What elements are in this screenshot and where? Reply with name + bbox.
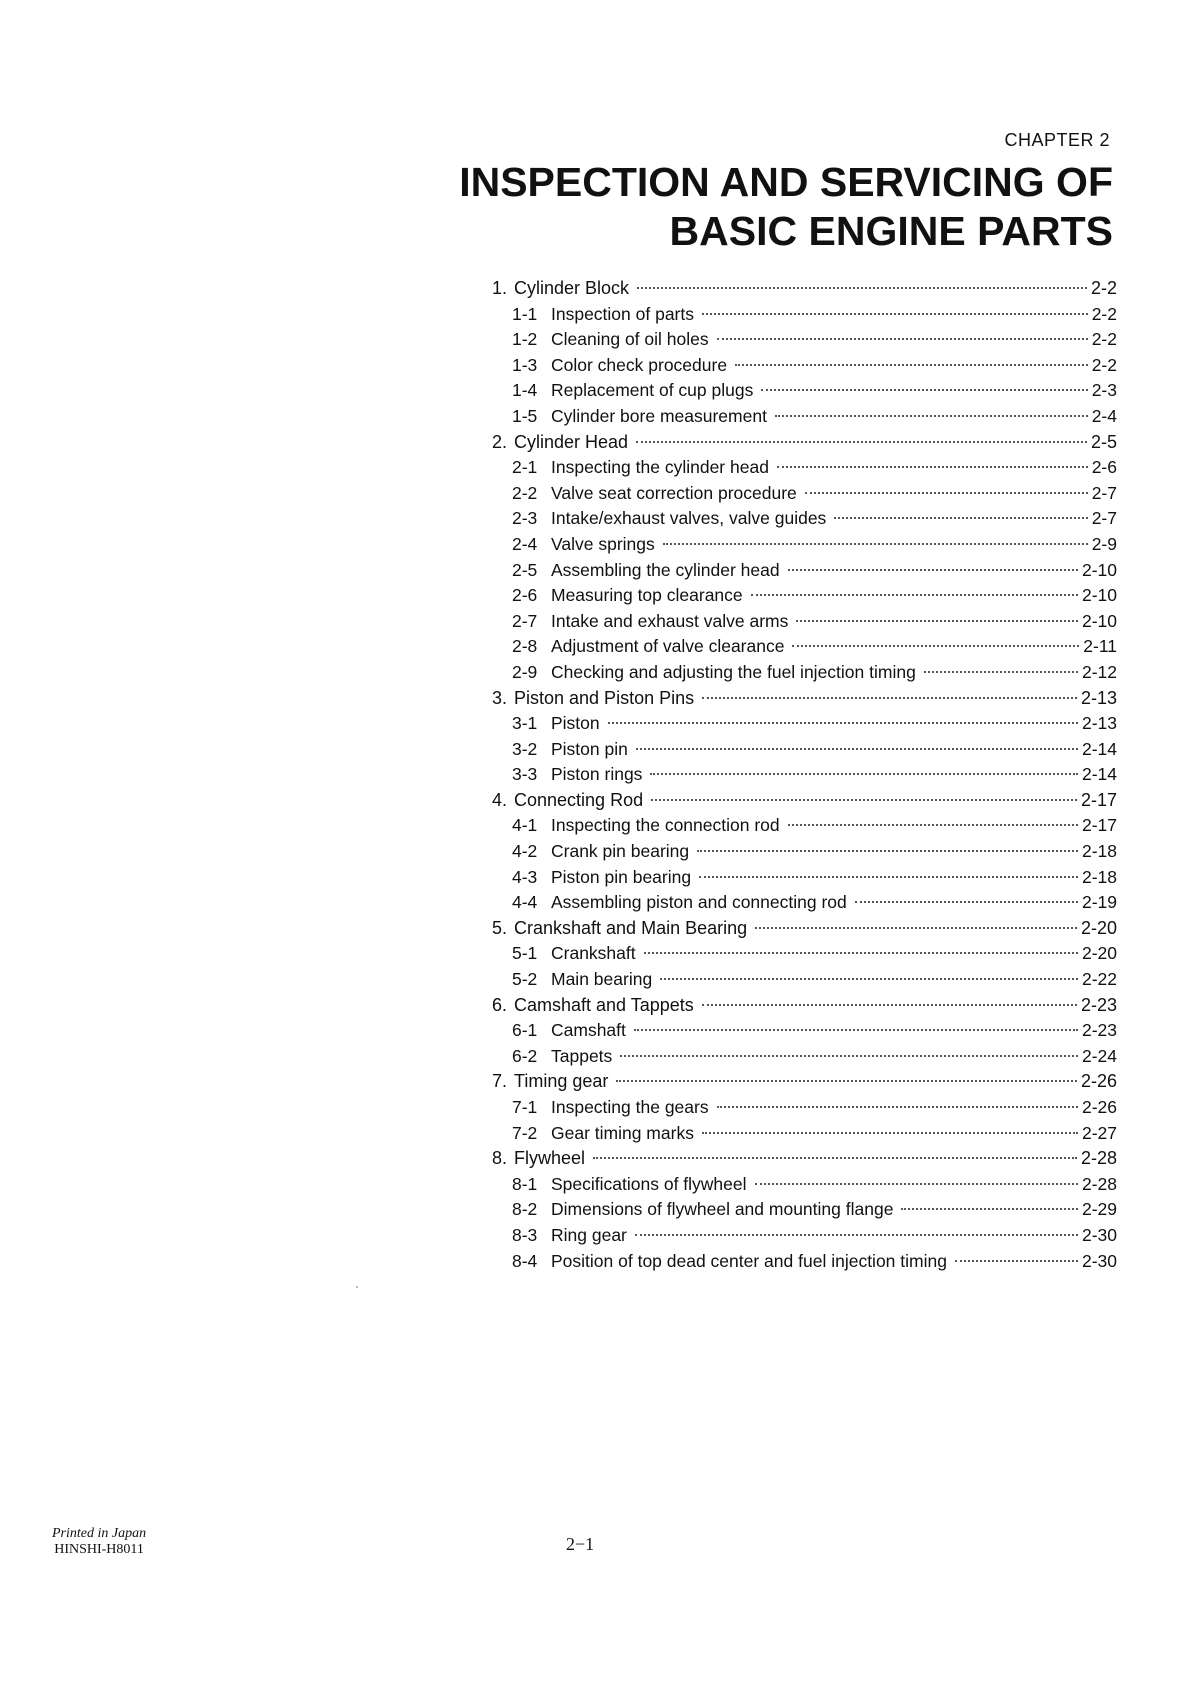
toc-leader-dots	[751, 594, 1078, 596]
toc-page: 2-17	[1080, 789, 1117, 810]
toc-leader-dots	[702, 1132, 1078, 1134]
toc-number: 6.	[492, 994, 508, 1015]
toc-title: Measuring top clearance	[551, 585, 743, 606]
toc-page: 2-10	[1081, 610, 1117, 631]
toc-leader-dots	[792, 645, 1079, 647]
toc-leader-dots	[660, 978, 1078, 980]
toc-section-row	[492, 1071, 1117, 1097]
toc-title: Adjustment of valve clearance	[551, 636, 785, 657]
toc-page: 2-26	[1081, 1097, 1117, 1117]
toc-title: Piston rings	[551, 764, 643, 785]
toc-page: 2-2	[1091, 354, 1117, 375]
toc-subsection-row	[492, 841, 1117, 867]
printed-in-japan: Printed in Japan	[52, 1526, 147, 1541]
toc-number: 2-5	[512, 559, 538, 580]
toc-title: Piston pin bearing	[551, 866, 692, 887]
toc-title: Checking and adjusting the fuel injection timing	[551, 661, 916, 682]
toc-title: Assembling the cylinder head	[551, 559, 780, 580]
toc-title: Color check procedure	[551, 354, 728, 375]
toc-page: 2-4	[1091, 405, 1117, 426]
toc-number: 6-2	[512, 1045, 538, 1066]
toc-title: Connecting Rod	[514, 789, 644, 810]
toc-title: Flywheel	[514, 1148, 586, 1169]
toc-subsection-row	[492, 739, 1117, 765]
toc-page: 2-13	[1080, 687, 1117, 708]
toc-number: 2-7	[512, 610, 538, 631]
toc-subsection-row	[492, 867, 1117, 893]
toc-title: Tappets	[551, 1045, 613, 1066]
toc-leader-dots	[636, 441, 1087, 443]
toc-leader-dots	[717, 1106, 1078, 1108]
toc-leader-dots	[775, 415, 1088, 417]
toc-number: 4.	[492, 789, 508, 810]
toc-page: 2-2	[1090, 278, 1117, 298]
toc-page: 2-26	[1080, 1071, 1117, 1092]
toc-page: 2-10	[1081, 585, 1117, 606]
toc-page: 2-27	[1081, 1122, 1117, 1143]
toc-leader-dots	[855, 901, 1078, 903]
toc-number: 3-3	[512, 764, 538, 785]
toc-number: 3.	[492, 687, 508, 708]
toc-subsection-row	[492, 764, 1117, 790]
page-number: 2−1	[566, 1534, 595, 1554]
toc-number: 1-5	[512, 405, 538, 426]
toc-title: Camshaft and Tappets	[514, 994, 694, 1015]
toc-number: 2-4	[512, 533, 538, 554]
toc-page: 2-18	[1081, 841, 1117, 862]
toc-leader-dots	[702, 697, 1077, 699]
toc-title: Intake/exhaust valves, valve guides	[551, 508, 827, 529]
toc-subsection-row	[492, 943, 1117, 969]
toc-number: 7-2	[512, 1122, 538, 1143]
toc-number: 8.	[492, 1148, 508, 1169]
toc-subsection-row	[492, 1097, 1117, 1123]
toc-title: Camshaft	[551, 1020, 626, 1041]
toc-page: 2-9	[1091, 533, 1117, 554]
toc-subsection-row	[492, 560, 1117, 586]
toc-subsection-row	[492, 406, 1117, 432]
toc-number: 1.	[492, 278, 508, 298]
toc-leader-dots	[644, 952, 1078, 954]
toc-leader-dots	[650, 773, 1078, 775]
toc-title: Piston	[551, 713, 600, 734]
toc-title: Position of top dead center and fuel injection timing	[551, 1250, 947, 1271]
toc-title: Intake and exhaust valve arms	[551, 610, 789, 631]
toc-number: 6-1	[512, 1020, 538, 1041]
toc-number: 3-2	[512, 738, 538, 759]
toc-number: 4-1	[512, 815, 538, 836]
toc-number: 1-4	[512, 380, 538, 401]
chapter-title-line-2: BASIC ENGINE PARTS	[669, 208, 1113, 254]
toc-subsection-row	[492, 355, 1117, 381]
toc-page: 2-28	[1081, 1173, 1117, 1194]
toc-title: Timing gear	[514, 1071, 609, 1092]
toc-leader-dots	[755, 1183, 1078, 1185]
toc-number: 8-3	[512, 1224, 538, 1245]
toc-leader-dots	[777, 466, 1088, 468]
toc-title: Crankshaft	[551, 943, 636, 964]
toc-page: 2-23	[1080, 994, 1117, 1015]
toc-page: 2-10	[1081, 559, 1117, 580]
toc-page: 2-18	[1081, 866, 1117, 887]
toc-page: 2-30	[1081, 1250, 1117, 1271]
toc-number: 1-3	[512, 354, 538, 375]
toc-number: 4-4	[512, 892, 538, 913]
toc-leader-dots	[616, 1080, 1077, 1082]
toc-leader-dots	[663, 543, 1088, 545]
toc-title: Inspection of parts	[551, 303, 694, 324]
toc-title: Gear timing marks	[551, 1122, 694, 1143]
toc-subsection-row	[492, 457, 1117, 483]
toc-page: 2-3	[1091, 380, 1117, 401]
speck	[356, 1286, 358, 1288]
toc-title: Inspecting the cylinder head	[551, 457, 769, 478]
toc-page: 2-17	[1081, 815, 1117, 836]
toc-page: 2-2	[1091, 303, 1117, 324]
toc-number: 1-1	[512, 303, 538, 324]
toc-page: 2-23	[1081, 1020, 1117, 1041]
toc-section-row	[492, 278, 1117, 304]
toc-number: 8-2	[512, 1199, 538, 1220]
toc-subsection-row	[492, 1046, 1117, 1072]
toc-section-row	[492, 432, 1117, 458]
toc-leader-dots	[697, 850, 1078, 852]
toc-number: 5-2	[512, 969, 538, 990]
toc-title: Inspecting the gears	[551, 1097, 709, 1117]
toc-title: Cylinder bore measurement	[551, 405, 767, 426]
toc-subsection-row	[492, 636, 1117, 662]
toc-title: Ring gear	[551, 1224, 627, 1245]
toc-number: 2-3	[512, 508, 538, 529]
toc-section-row	[492, 790, 1117, 816]
toc-page: 2-14	[1081, 764, 1117, 785]
toc-number: 7.	[492, 1071, 508, 1092]
toc-page: 2-20	[1081, 943, 1117, 964]
toc-subsection-row	[492, 611, 1117, 637]
toc-title: Crankshaft and Main Bearing	[514, 917, 748, 938]
toc-title: Inspecting the connection rod	[551, 815, 780, 836]
toc-title: Piston pin	[551, 738, 628, 759]
toc-number: 2-8	[512, 636, 538, 657]
toc-leader-dots	[702, 1004, 1077, 1006]
toc-leader-dots	[635, 1234, 1078, 1236]
chapter-title	[213, 158, 1113, 256]
toc-number: 4-2	[512, 841, 538, 862]
toc-leader-dots	[637, 287, 1087, 289]
toc-leader-dots	[608, 722, 1078, 724]
toc-number: 7-1	[512, 1097, 538, 1117]
toc-number: 8-4	[512, 1250, 538, 1271]
toc-subsection-row	[492, 713, 1117, 739]
toc-section-row	[492, 995, 1117, 1021]
toc-number: 5-1	[512, 943, 538, 964]
toc-number: 2-2	[512, 482, 538, 503]
toc-leader-dots	[924, 671, 1078, 673]
toc-leader-dots	[834, 517, 1087, 519]
toc-subsection-row	[492, 585, 1117, 611]
toc-page: 2-14	[1081, 738, 1117, 759]
toc-page: 2-6	[1091, 457, 1117, 478]
toc-number: 4-3	[512, 866, 538, 887]
toc-leader-dots	[796, 620, 1078, 622]
toc-leader-dots	[593, 1157, 1077, 1159]
toc-leader-dots	[955, 1260, 1078, 1262]
toc-number: 2.	[492, 431, 508, 452]
toc-leader-dots	[651, 799, 1077, 801]
toc-subsection-row	[492, 815, 1117, 841]
toc-page: 2-28	[1080, 1148, 1117, 1169]
toc-number: 1-2	[512, 329, 538, 350]
toc-leader-dots	[761, 389, 1087, 391]
toc-subsection-row	[492, 1251, 1117, 1277]
toc-leader-dots	[620, 1055, 1078, 1057]
toc-leader-dots	[634, 1029, 1078, 1031]
toc-section-row	[492, 1148, 1117, 1174]
toc-leader-dots	[805, 492, 1088, 494]
toc-number: 2-6	[512, 585, 538, 606]
toc-number: 3-1	[512, 713, 538, 734]
toc-subsection-row	[492, 304, 1117, 330]
toc-title: Crank pin bearing	[551, 841, 690, 862]
toc-title: Valve seat correction procedure	[551, 482, 797, 503]
toc-leader-dots	[755, 927, 1077, 929]
document-code: HINSHI-H8011	[54, 1542, 144, 1557]
toc-page: 2-7	[1091, 508, 1117, 529]
toc-section-row	[492, 918, 1117, 944]
toc-page: 2-22	[1081, 969, 1117, 990]
toc-leader-dots	[699, 876, 1078, 878]
toc-subsection-row	[492, 1174, 1117, 1200]
chapter-title-line-1: INSPECTION AND SERVICING OF	[459, 159, 1113, 205]
toc-page: 2-12	[1081, 661, 1117, 682]
toc-leader-dots	[788, 569, 1078, 571]
toc-subsection-row	[492, 1225, 1117, 1251]
toc-leader-dots	[901, 1208, 1078, 1210]
toc-number: 2-1	[512, 457, 538, 478]
toc-subsection-row	[492, 329, 1117, 355]
toc-leader-dots	[702, 313, 1088, 315]
toc-number: 5.	[492, 917, 508, 938]
toc-page: 2-30	[1081, 1224, 1117, 1245]
toc-title: Cylinder Block	[514, 278, 630, 298]
toc-page: 2-7	[1091, 482, 1117, 503]
toc-title: Valve springs	[551, 533, 655, 554]
chapter-label: CHAPTER 2	[1004, 130, 1110, 150]
toc-number: 8-1	[512, 1173, 538, 1194]
toc-leader-dots	[788, 824, 1078, 826]
toc-leader-dots	[735, 364, 1088, 366]
toc-subsection-row	[492, 662, 1117, 688]
toc-title: Dimensions of flywheel and mounting flange	[551, 1199, 894, 1220]
toc-subsection-row	[492, 1123, 1117, 1149]
toc-page: 2-24	[1081, 1045, 1117, 1066]
toc-page: 2-5	[1090, 431, 1117, 452]
toc-subsection-row	[492, 1199, 1117, 1225]
toc-section-row	[492, 688, 1117, 714]
toc-subsection-row	[492, 892, 1117, 918]
toc-page: 2-11	[1083, 636, 1117, 657]
toc-leader-dots	[636, 748, 1078, 750]
toc-page: 2-19	[1081, 892, 1117, 913]
toc-subsection-row	[492, 534, 1117, 560]
toc-title: Main bearing	[551, 969, 653, 990]
toc-subsection-row	[492, 483, 1117, 509]
toc-title: Cylinder Head	[514, 431, 629, 452]
toc-leader-dots	[717, 338, 1088, 340]
table-of-contents	[492, 278, 1117, 1276]
toc-subsection-row	[492, 380, 1117, 406]
toc-title: Piston and Piston Pins	[514, 687, 695, 708]
toc-page: 2-20	[1080, 917, 1117, 938]
toc-page: 2-29	[1081, 1199, 1117, 1220]
toc-title: Specifications of flywheel	[551, 1173, 747, 1194]
toc-subsection-row	[492, 1020, 1117, 1046]
toc-page: 2-2	[1091, 329, 1117, 350]
toc-subsection-row	[492, 969, 1117, 995]
footer-printer-info	[52, 1526, 146, 1558]
toc-page: 2-13	[1081, 713, 1117, 734]
toc-subsection-row	[492, 508, 1117, 534]
toc-title: Assembling piston and connecting rod	[551, 892, 847, 913]
toc-title: Replacement of cup plugs	[551, 380, 754, 401]
toc-title: Cleaning of oil holes	[551, 329, 709, 350]
toc-number: 2-9	[512, 661, 538, 682]
